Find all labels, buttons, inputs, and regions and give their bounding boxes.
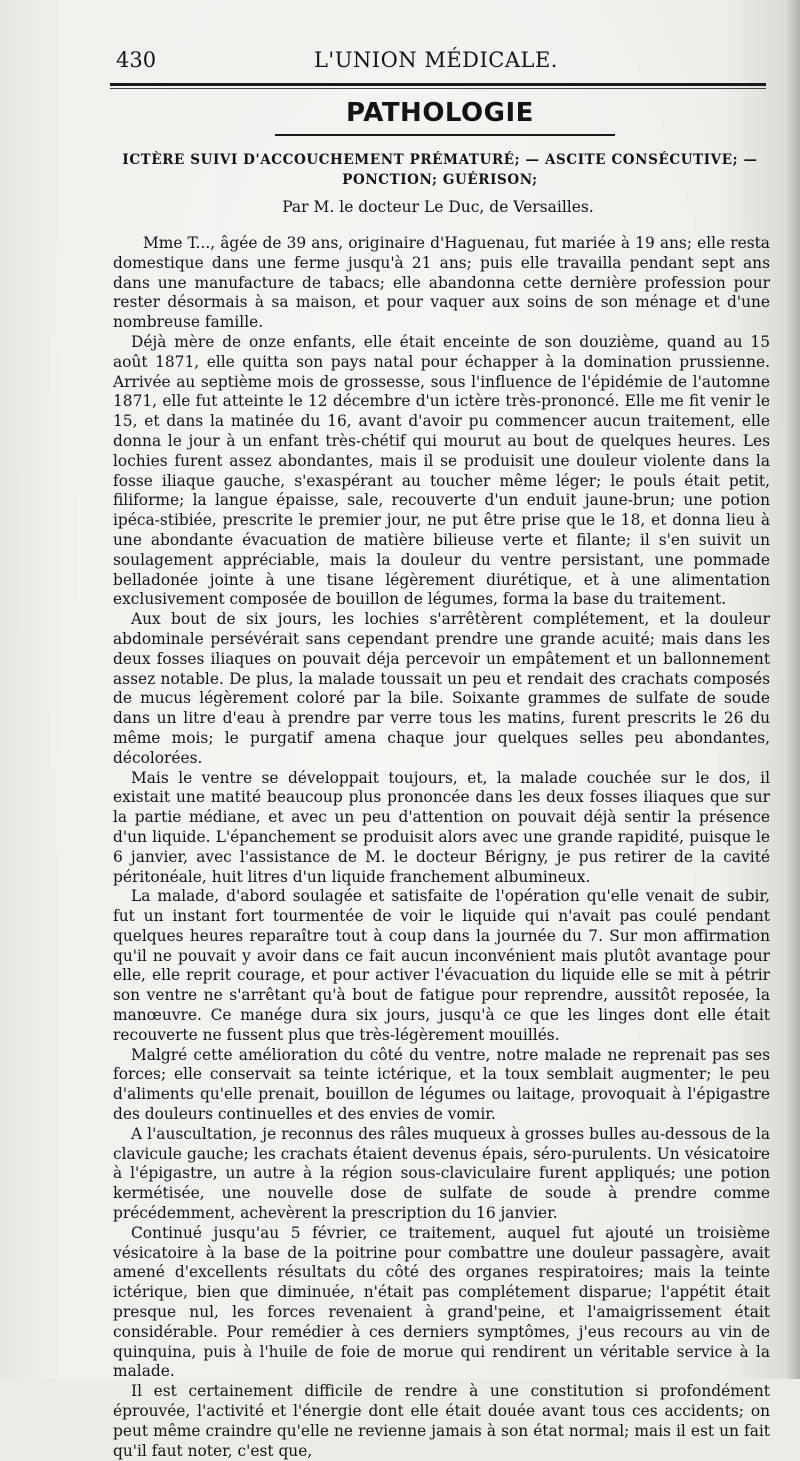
paragraph: A l'auscultation, je reconnus des râles muqueux à grosses bulles au-dessous de la clavicule gauche; les crachats étaient devenus épais, séro-purulents. Un vésicatoire à l'épigastre, un autre à la région sous-claviculaire furent appliqués; une potion kermétisée, une nouvelle dose de sulfate de soude à prendre comme précédemment, achevèrent la prescription du 16 janvier. <box>113 1124 770 1223</box>
page-number: 430 <box>116 48 157 72</box>
paragraph: Mme T..., âgée de 39 ans, originaire d'Haguenau, fut mariée à 19 ans; elle resta domestique dans une ferme jusqu'à 21 ans; puis elle travailla pendant sept ans dans une manufacture de tabacs; elle abandonna cette dernière profession pour rester désormais à sa maison, et pour vaquer aux soins de son ménage et d'une nombreuse famille. <box>113 234 770 332</box>
journal-title: L'UNION MÉDICALE. <box>313 48 558 72</box>
paragraph: Il est certainement difficile de rendre à une constitution si profondément éprouvée, l'activité et l'énergie dont elle était douée avant tous ces accidents; on peut même craindre qu'elle ne revienne jamais à son état normal; mais il est un fait qu'il faut noter, c'est que, <box>113 1382 770 1460</box>
section-title-rule <box>275 134 615 136</box>
header-rule <box>110 83 766 86</box>
paragraph: Continué jusqu'au 5 février, ce traitement, auquel fut ajouté un troisième vésicatoire à la base de la poitrine pour combattre une douleur passagère, avait amené d'excellents résultats du côté des organes respiratoires; mais la teinte ictérique, bien que diminuée, n'était pas complétement disparue; l'appétit était presque nul, les forces revenaient à grand'peine, et l'amaigrissement était considérable. Pour remédier à ces derniers symptômes, j'eus recours au vin de quinquina, puis à l'huile de foie de morue qui rendirent un véritable service à la malade. <box>113 1223 770 1381</box>
article-byline: Par M. le docteur Le Duc, de Versailles. <box>282 198 594 216</box>
paragraph: Déjà mère de onze enfants, elle était enceinte de son douzième, quand au 15 août 1871, elle quitta son pays natal pour échapper à la domination prussienne. Arrivée au septième mois de grossesse, sous l'influence de l'épidémie de l'automne 1871, elle fut atteinte le 12 décembre d'un ictère très-prononcé. Elle me fit venir le 15, et dans la matinée du 16, avant d'avoir pu commencer aucun traitement, elle donna le jour à un enfant très-chétif qui mourut au bout de quelques heures. Les lochies furent assez abondantes, mais il se produisit une douleur violente dans la fosse iliaque gauche, s'exaspérant au toucher même léger; le pouls était petit, filiforme; la langue épaisse, sale, recouverte d'un enduit jaune-brun; une potion ipéca-stibiée, prescrite le premier jour, ne put être prise que le 18, et donna lieu à une abondante évacuation de matière bilieuse verte et filante; il s'en suivit un soulagement appréciable, mais la douleur du ventre persistant, une pommade belladonée jointe à une tisane légèrement diurétique, et à une alimentation exclusivement composée de bouillon de légumes, forma la base du traitement. <box>113 332 770 609</box>
running-header <box>108 44 764 76</box>
section-title: PATHOLOGIE <box>346 98 534 128</box>
page-edge-shadow <box>786 0 800 1379</box>
paragraph: Mais le ventre se développait toujours, et, la malade couchée sur le dos, il existait une matité beaucoup plus prononcée dans les deux fosses iliaques que sur la partie médiane, et avec un peu d'attention on pouvait déjà sentir la présence d'un liquide. L'épanchement se produisit alors avec une grande rapidité, puisque le 6 janvier, avec l'assistance de M. le docteur Bérigny, je pus retirer de la cavité péritonéale, huit litres d'un liquide franchement albumineux. <box>113 768 770 886</box>
header-rule-thin <box>110 88 766 89</box>
paragraph: La malade, d'abord soulagée et satisfaite de l'opération qu'elle venait de subir, fut un instant fort tourmentée de voir le liquide qui n'avait pas coulé pendant quelques heures reparaître tout à coup dans la journée du 7. Sur mon affirmation qu'il ne pouvait y avoir dans ce fait aucun inconvénient mais plutôt avantage pour elle, elle reprit courage, et pour activer l'évacuation du liquide elle se mit à pétrir son ventre ne s'arrêtant qu'à bout de fatigue pour reprendre, aussitôt reposée, la manœuvre. Ce manége dura six jours, jusqu'à ce que les linges dont elle était recouverte ne fussent plus que très-légèrement mouillés. <box>113 887 770 1044</box>
article-body <box>113 234 770 1461</box>
article-title: ICTÈRE SUIVI D'ACCOUCHEMENT PRÉMATURÉ; — ASCITE CONSÉCUTIVE; — PONCTION; GUÉRISON; <box>122 152 758 188</box>
paragraph: Malgré cette amélioration du côté du ventre, notre malade ne reprenait pas ses forces; elle conservait sa teinte ictérique, et la toux semblait augmenter; le peu d'aliments qu'elle prenait, bouillon de légumes ou laitage, provoquait à l'épigastre des douleurs continuelles et des envies de vomir. <box>113 1045 770 1124</box>
paragraph: Aux bout de six jours, les lochies s'arrêtèrent complétement, et la douleur abdominale persévérait sans cependant prendre une grande acuité; mais dans les deux fosses iliaques on pouvait déja percevoir un empâtement et un ballonnement assez notable. De plus, la malade toussait un peu et rendait des crachats composés de mucus légèrement coloré par la bile. Soixante grammes de sulfate de soude dans un litre d'eau à prendre par verre tous les matins, furent prescrits le 26 du même mois; le purgatif amena chaque jour quelques selles peu abondantes, décolorées. <box>113 610 770 767</box>
